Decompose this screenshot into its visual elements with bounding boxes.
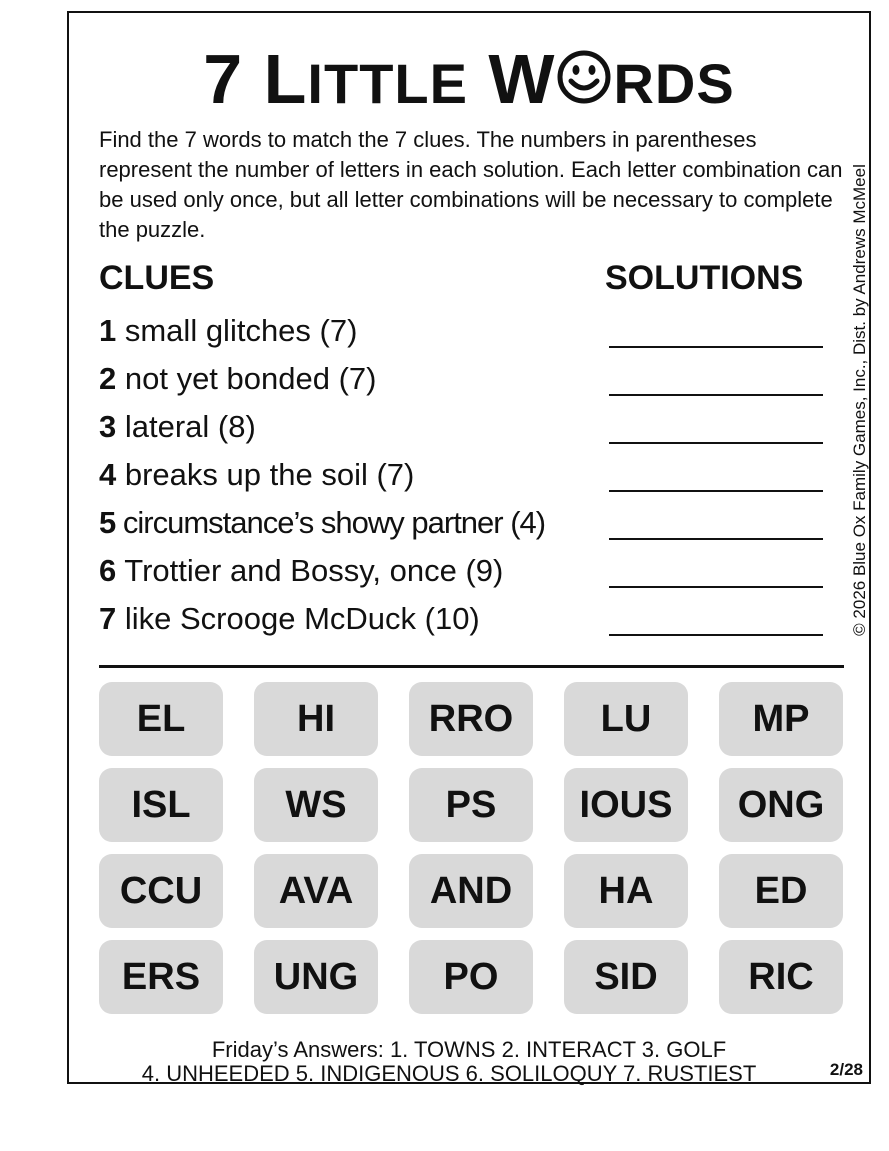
- clue-row-7: [99, 597, 829, 645]
- clue-3: [99, 409, 256, 445]
- copyright-notice: [845, 135, 875, 665]
- solution-blank-2[interactable]: [609, 394, 823, 396]
- letter-tile[interactable]: RIC: [719, 940, 843, 1014]
- clue-number: 3: [99, 409, 117, 444]
- letter-tile[interactable]: ISL: [99, 768, 223, 842]
- letter-tile[interactable]: AVA: [254, 854, 378, 928]
- clue-number: 2: [99, 361, 117, 396]
- letter-tile[interactable]: HA: [564, 854, 688, 928]
- clue-number: 5: [99, 505, 116, 540]
- puzzle-date: 2/28: [829, 1060, 863, 1079]
- title-word1-initial: L: [263, 40, 308, 118]
- letter-tile[interactable]: ONG: [719, 768, 843, 842]
- clue-text: lateral (8): [116, 409, 256, 444]
- clue-number: 7: [99, 601, 117, 636]
- puzzle-frame: [67, 11, 871, 1084]
- title-word2-initial: W: [488, 40, 556, 118]
- solution-blank-6[interactable]: [609, 586, 823, 588]
- letter-tile[interactable]: EL: [99, 682, 223, 756]
- letter-tile[interactable]: CCU: [99, 854, 223, 928]
- clue-number: 4: [99, 457, 117, 492]
- clue-row-6: [99, 549, 829, 597]
- clue-text: like Scrooge McDuck (10): [116, 601, 480, 636]
- letter-tile[interactable]: IOUS: [564, 768, 688, 842]
- title-word1-rest: ITTLE: [307, 52, 468, 115]
- clue-text: not yet bonded (7): [116, 361, 377, 396]
- clue-1: [99, 313, 357, 349]
- clue-6: [99, 553, 503, 589]
- letter-tile[interactable]: ED: [719, 854, 843, 928]
- clue-row-3: [99, 405, 829, 453]
- clue-2: [99, 361, 376, 397]
- clue-row-5: [99, 501, 829, 549]
- instructions-text: Find the 7 words to match the 7 clues. The numbers in parentheses represent the number of letters in each solution. Each letter combination can be used only once, but all letter combinations will be necessary to complete the puzzle.: [99, 127, 843, 242]
- letter-tile[interactable]: PO: [409, 940, 533, 1014]
- smiley-face-icon: [556, 49, 612, 105]
- solution-blank-7[interactable]: [609, 634, 823, 636]
- solution-blank-3[interactable]: [609, 442, 823, 444]
- puzzle-title: [69, 39, 869, 124]
- clue-text: circumstance’s showy partner (4): [115, 505, 546, 540]
- solutions-heading: SOLUTIONS: [605, 259, 804, 297]
- clue-number: 1: [99, 313, 117, 348]
- copyright-text: © 2026 Blue Ox Family Games, Inc., Dist. by Andrews McMeel: [850, 164, 869, 636]
- clue-4: [99, 457, 414, 493]
- title-number: 7: [203, 40, 264, 118]
- clue-text: small glitches (7): [116, 313, 358, 348]
- letter-tile[interactable]: HI: [254, 682, 378, 756]
- clue-row-4: [99, 453, 829, 501]
- letter-tile[interactable]: WS: [254, 768, 378, 842]
- clue-7: [99, 601, 480, 637]
- clue-number: 6: [99, 553, 117, 588]
- letter-tile[interactable]: LU: [564, 682, 688, 756]
- letter-tile[interactable]: PS: [409, 768, 533, 842]
- letter-tile[interactable]: RRO: [409, 682, 533, 756]
- clue-list: [99, 309, 829, 645]
- section-divider: [99, 665, 844, 668]
- previous-answers-line-2: 4. UNHEEDED 5. INDIGENOUS 6. SOLILOQUY 7. RUSTIEST: [141, 1061, 757, 1086]
- letter-tile[interactable]: SID: [564, 940, 688, 1014]
- letter-tile[interactable]: ERS: [99, 940, 223, 1014]
- clue-row-1: [99, 309, 829, 357]
- clue-row-2: [99, 357, 829, 405]
- clue-text: Trottier and Bossy, once (9): [116, 553, 504, 588]
- letter-tile[interactable]: MP: [719, 682, 843, 756]
- letter-tile-grid: [99, 682, 845, 1014]
- title-word2-rest: RDS: [613, 52, 735, 115]
- solution-blank-5[interactable]: [609, 538, 823, 540]
- clues-heading: CLUES: [99, 259, 215, 297]
- clue-5: [99, 505, 545, 541]
- clue-text: breaks up the soil (7): [116, 457, 415, 492]
- previous-answers: [69, 1038, 869, 1086]
- letter-tile[interactable]: UNG: [254, 940, 378, 1014]
- previous-answers-line-1: Friday’s Answers: 1. TOWNS 2. INTERACT 3. GOLF: [211, 1037, 727, 1062]
- solution-blank-4[interactable]: [609, 490, 823, 492]
- solution-blank-1[interactable]: [609, 346, 823, 348]
- letter-tile[interactable]: AND: [409, 854, 533, 928]
